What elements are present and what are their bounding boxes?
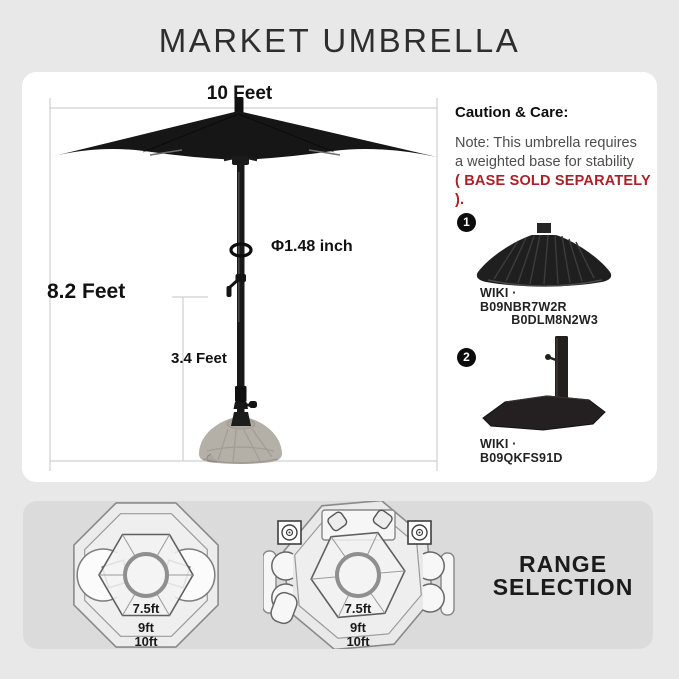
- table-icon: [335, 552, 381, 598]
- left-diagram-size-middle: 9ft: [138, 620, 154, 635]
- dim-pole-diameter: Φ1.48 inch: [271, 238, 353, 255]
- right-diagram-size-inner: 7.5ft: [344, 601, 372, 616]
- base-1-code-line1: WIKI · B09NBR7W2R: [480, 286, 567, 314]
- umbrella-canopy: [50, 97, 437, 165]
- range-heading-line1: RANGE: [518, 551, 608, 577]
- page-title: MARKET UMBRELLA: [158, 22, 521, 59]
- umbrella-pole: [231, 160, 257, 426]
- right-diagram-size-middle: 9ft: [350, 620, 366, 635]
- base-option-2-codes: WIKI · B09QKFS91D: [480, 437, 563, 465]
- dim-total-height: 8.2 Feet: [47, 280, 126, 303]
- left-diagram-size-outer: 10ft: [134, 634, 158, 649]
- left-diagram-size-inner: 7.5ft: [132, 601, 160, 616]
- base-option-1-badge: 1: [457, 213, 476, 232]
- range-selection-heading: [468, 553, 658, 598]
- range-selection-panel: [23, 501, 653, 649]
- table-icon: [125, 554, 167, 596]
- base-option-1-codes: [480, 287, 598, 328]
- top-view-diagram-sofa-set: [263, 501, 458, 649]
- base-sold-separately-warning: ( BASE SOLD SEPARATELY ).: [455, 173, 651, 208]
- umbrella-dimension-diagram: [22, 72, 462, 482]
- caution-note-line2: a weighted base for stability: [455, 154, 634, 170]
- base-1-code-line2: B0DLM8N2W3: [511, 313, 598, 327]
- range-heading-line2: SELECTION: [492, 573, 634, 600]
- caution-note-line1: Note: This umbrella requires: [455, 135, 637, 151]
- spec-panel: [22, 72, 657, 482]
- caution-care-block: [455, 104, 655, 210]
- dim-lower-pole-height: 3.4 Feet: [171, 350, 227, 367]
- base-option-2-badge: 2: [457, 348, 476, 367]
- dim-canopy-width: 10 Feet: [206, 83, 273, 104]
- top-view-diagram-round-table: [59, 501, 233, 649]
- base-option-2-image: [477, 334, 622, 436]
- caution-heading: Caution & Care:: [455, 104, 569, 121]
- base-option-1-image: [472, 222, 617, 290]
- right-diagram-size-outer: 10ft: [346, 634, 370, 649]
